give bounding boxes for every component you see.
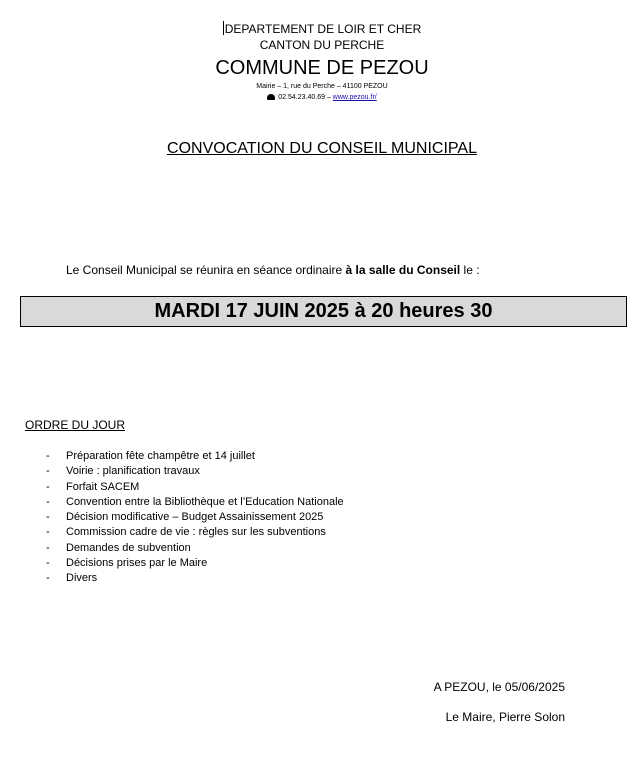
document-title: CONVOCATION DU CONSEIL MUNICIPAL bbox=[167, 140, 477, 157]
agenda-item: - Forfait SACEM bbox=[46, 480, 140, 493]
phone-number: 02.54.23.40.69 – bbox=[278, 94, 333, 101]
agenda-item: - Demandes de subvention bbox=[46, 541, 191, 554]
website-link[interactable]: www.pezou.fr/ bbox=[332, 94, 377, 101]
canton-line: CANTON DU PERCHE bbox=[259, 38, 385, 52]
commune-title: COMMUNE DE PEZOU bbox=[215, 57, 429, 79]
agenda-item: - Préparation fête champêtre et 14 juillet bbox=[46, 450, 255, 462]
department-text: DEPARTEMENT DE LOIR ET CHER bbox=[224, 22, 422, 36]
agenda-item: - Commission cadre de vie : règles sur les subventions bbox=[46, 526, 326, 539]
agenda-item: - Voirie : planification travaux bbox=[46, 465, 200, 478]
meeting-date: MARDI 17 JUIN 2025 à 20 heures 30 bbox=[154, 300, 493, 322]
agenda-title: ORDRE DU JOUR bbox=[25, 418, 126, 432]
agenda-item: - Décisions prises par le Maire bbox=[46, 557, 208, 570]
intro-before: Le Conseil Municipal se réunira en séance ordinaire bbox=[66, 263, 346, 277]
agenda-list bbox=[46, 449, 344, 587]
mayor-signature: Le Maire, Pierre Solon bbox=[445, 710, 565, 724]
text-cursor bbox=[223, 21, 224, 35]
department-line bbox=[0, 21, 644, 36]
place-date: A PEZOU, le 05/06/2025 bbox=[433, 680, 565, 694]
agenda-item: - Divers bbox=[46, 572, 98, 585]
contact-line bbox=[0, 94, 644, 101]
meeting-date-box bbox=[20, 296, 627, 327]
intro-sentence bbox=[66, 263, 480, 277]
address-line: Mairie – 1, rue du Perche – 41100 PEZOU bbox=[256, 83, 388, 90]
intro-bold: à la salle du Conseil bbox=[345, 263, 461, 277]
intro-after: le : bbox=[460, 263, 480, 277]
agenda-item: - Décision modificative – Budget Assainissement 2025 bbox=[46, 511, 324, 524]
agenda-item: - Convention entre la Bibliothèque et l’Education Nationale bbox=[46, 495, 344, 508]
phone-icon bbox=[267, 94, 275, 100]
